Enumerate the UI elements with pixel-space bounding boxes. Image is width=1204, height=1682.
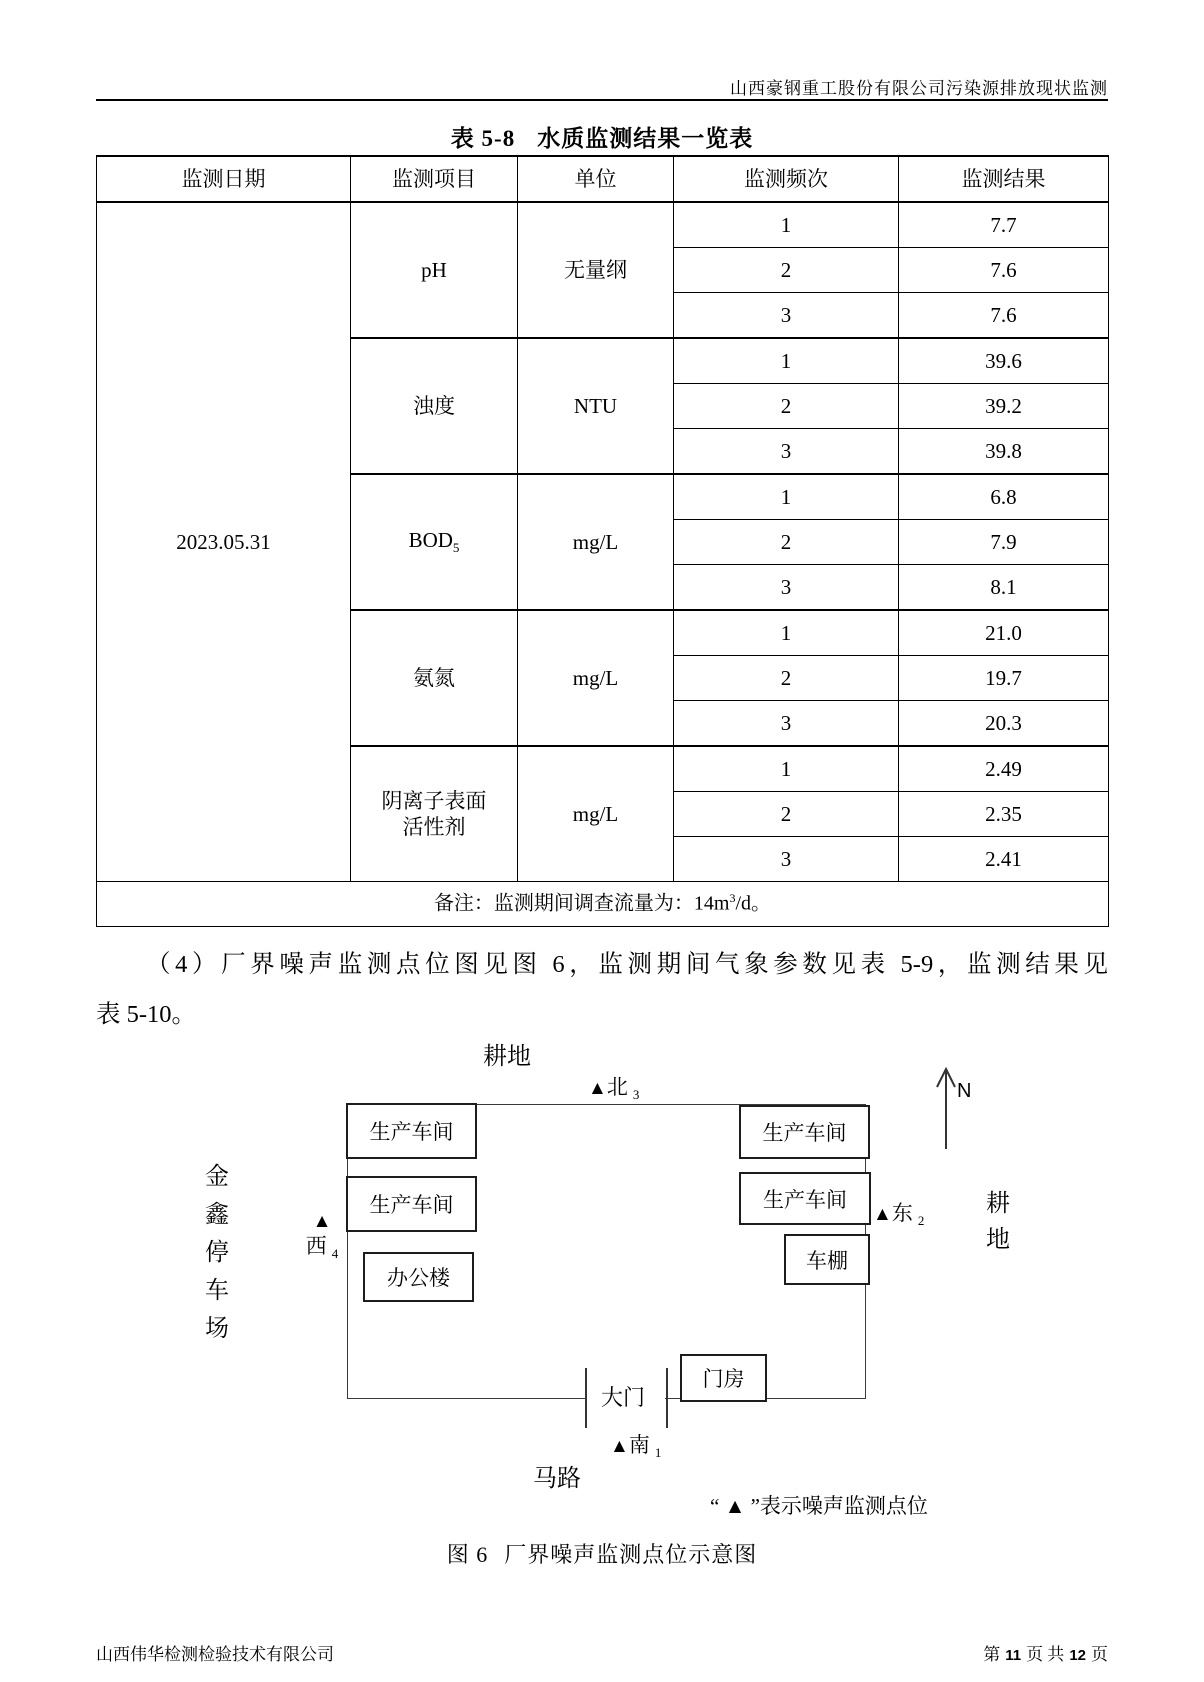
- area-label-farmland-right: 耕地: [986, 1191, 1010, 1253]
- table-caption-text: 水质监测结果一览表: [537, 126, 754, 151]
- header-title: 山西豪钢重工股份有限公司污染源排放现状监测: [730, 79, 1108, 98]
- building-workshop-nw: 生产车间: [346, 1103, 477, 1159]
- cell-frequency: 1: [674, 610, 899, 656]
- cell-result: 39.8: [899, 429, 1109, 475]
- cell-item: 氨氮: [351, 610, 518, 746]
- cell-result: 2.35: [899, 792, 1109, 837]
- noise-point-north: [588, 1071, 639, 1103]
- point-label-north: 北: [606, 1075, 628, 1099]
- noise-point-south: [610, 1429, 661, 1461]
- col-header-date: 监测日期: [97, 156, 351, 202]
- area-label-parking-lot: 金鑫停车场: [205, 1164, 229, 1342]
- page-footer: [96, 1640, 1108, 1665]
- triangle-marker-icon: ▲: [610, 1436, 629, 1457]
- gate-post-left: [585, 1368, 587, 1428]
- col-header-result: 监测结果: [899, 156, 1109, 202]
- table-row: [97, 202, 1109, 248]
- building-workshop-w: 生产车间: [346, 1176, 477, 1232]
- noise-point-east: [873, 1197, 924, 1229]
- cell-frequency: 2: [674, 248, 899, 293]
- table-note-row: [97, 882, 1109, 927]
- cell-frequency: 3: [674, 701, 899, 747]
- cell-frequency: 3: [674, 837, 899, 882]
- point-label-south: 南: [628, 1433, 650, 1457]
- cell-result: 7.7: [899, 202, 1109, 248]
- gate-post-right: [666, 1368, 668, 1428]
- cell-result: 7.6: [899, 293, 1109, 339]
- road-label: 马路: [533, 1466, 581, 1492]
- cell-item: pH: [351, 202, 518, 338]
- cell-frequency: 3: [674, 293, 899, 339]
- col-header-frequency: 监测频次: [674, 156, 899, 202]
- point-label-east: 东: [891, 1201, 913, 1225]
- cell-result: 2.49: [899, 746, 1109, 792]
- cell-result: 19.7: [899, 656, 1109, 701]
- total-page-number: 12: [1069, 1647, 1086, 1664]
- cell-result: 21.0: [899, 610, 1109, 656]
- cell-frequency: 3: [674, 565, 899, 611]
- diagram-legend: “ ▲ ”表示噪声监测点位: [710, 1494, 928, 1518]
- cell-result: 2.41: [899, 837, 1109, 882]
- header-rule: [96, 99, 1108, 101]
- water-quality-table: [96, 155, 1109, 927]
- cell-unit: mg/L: [518, 474, 674, 610]
- col-header-item: 监测项目: [351, 156, 518, 202]
- figure-caption-text: 厂界噪声监测点位示意图: [504, 1542, 758, 1567]
- gate-label: 大门: [601, 1385, 646, 1410]
- cell-unit: NTU: [518, 338, 674, 474]
- cell-result: 8.1: [899, 565, 1109, 611]
- cell-unit: mg/L: [518, 610, 674, 746]
- table-caption: [96, 120, 1108, 153]
- cell-result: 39.2: [899, 384, 1109, 429]
- building-office: 办公楼: [363, 1252, 474, 1302]
- cell-frequency: 2: [674, 656, 899, 701]
- cell-frequency: 3: [674, 429, 899, 475]
- triangle-marker-icon: ▲: [312, 1211, 332, 1232]
- footer-company: 山西伟华检测检验技术有限公司: [96, 1645, 334, 1664]
- noise-point-west: [299, 1208, 345, 1266]
- current-page-number: 11: [1005, 1647, 1022, 1664]
- cell-date: 2023.05.31: [97, 202, 351, 882]
- cell-result: 7.9: [899, 520, 1109, 565]
- cell-result: 39.6: [899, 338, 1109, 384]
- paragraph-line-1: （4）厂界噪声监测点位图见图 6，监测期间气象参数见表 5-9，监测结果见: [146, 951, 1108, 978]
- cell-unit: mg/L: [518, 746, 674, 882]
- cell-frequency: 2: [674, 384, 899, 429]
- triangle-marker-icon: ▲: [588, 1078, 607, 1099]
- building-workshop-e: 生产车间: [739, 1172, 871, 1225]
- cell-item: 浊度: [351, 338, 518, 474]
- building-carport: 车棚: [784, 1234, 870, 1285]
- table-note: 备注：监测期间调查流量为：$14m^3/d$。: [97, 882, 1109, 927]
- col-header-unit: 单位: [518, 156, 674, 202]
- footer-page-indicator: 第 11 页 共 12 页: [983, 1645, 1108, 1664]
- table-header-row: [97, 156, 1109, 202]
- cell-result: 20.3: [899, 701, 1109, 747]
- cell-result: 7.6: [899, 248, 1109, 293]
- compass-n-label: N: [957, 1080, 972, 1102]
- cell-frequency: 1: [674, 338, 899, 384]
- triangle-marker-icon: ▲: [873, 1204, 892, 1225]
- figure-caption-number: 图 6: [446, 1542, 489, 1567]
- point-number-west: 4: [331, 1246, 339, 1262]
- cell-frequency: 1: [674, 746, 899, 792]
- point-number-south: 1: [654, 1445, 662, 1461]
- building-gatehouse: 门房: [680, 1354, 767, 1402]
- body-paragraph: [96, 940, 1108, 1040]
- cell-frequency: 1: [674, 202, 899, 248]
- cell-item: $BOD_5$: [351, 474, 518, 610]
- cell-unit: 无量纲: [518, 202, 674, 338]
- paragraph-line-2: 表 5-10。: [96, 1001, 197, 1028]
- point-label-west: 西: [305, 1234, 327, 1258]
- cell-frequency: 2: [674, 792, 899, 837]
- point-number-east: 2: [917, 1213, 925, 1229]
- figure-caption: [96, 1538, 1108, 1569]
- cell-frequency: 2: [674, 520, 899, 565]
- point-number-north: 3: [632, 1087, 640, 1103]
- area-label-farmland-top: 耕地: [483, 1044, 531, 1070]
- table-caption-number: 表 5-8: [450, 126, 516, 151]
- cell-frequency: 1: [674, 474, 899, 520]
- building-workshop-ne: 生产车间: [739, 1105, 870, 1159]
- cell-item: 阴离子表面活性剂: [351, 746, 518, 882]
- north-arrow-icon: [930, 1066, 966, 1152]
- cell-result: 6.8: [899, 474, 1109, 520]
